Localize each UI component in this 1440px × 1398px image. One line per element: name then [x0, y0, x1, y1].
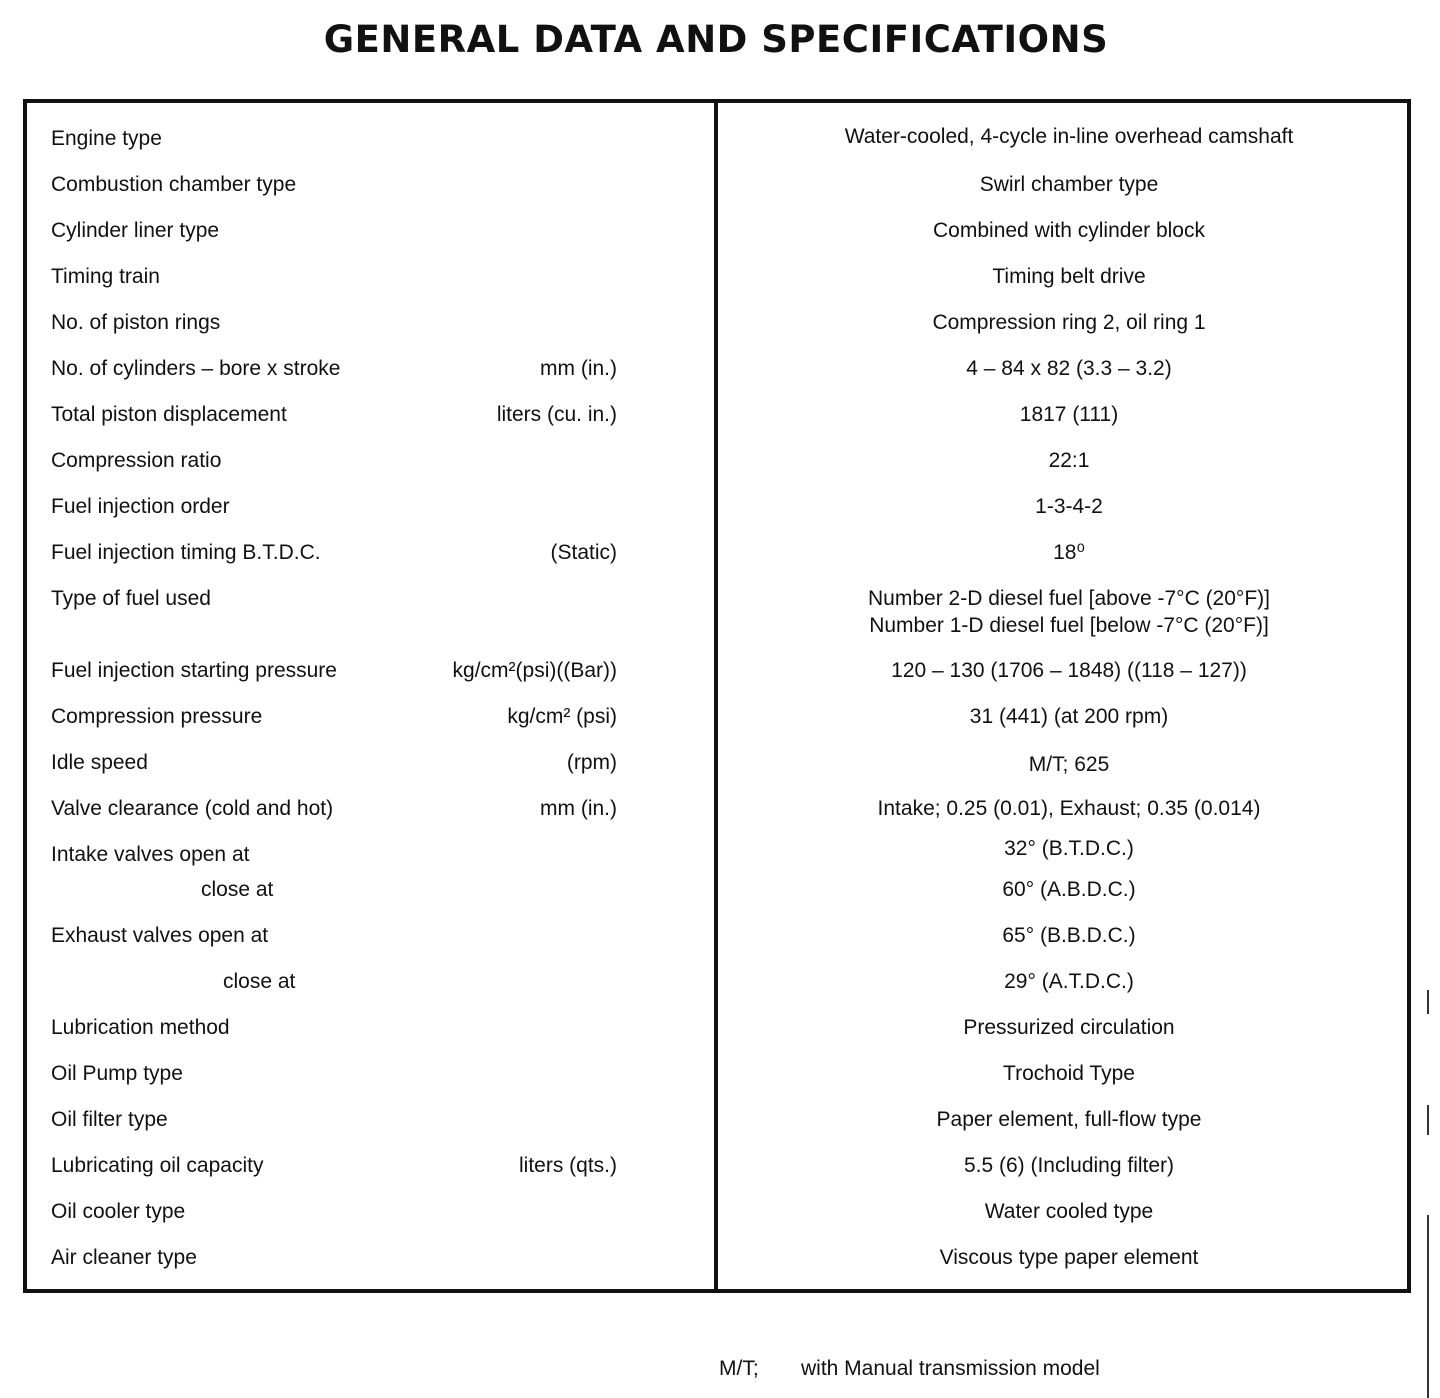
row-label: No. of piston rings — [51, 311, 221, 334]
scan-edge-mark — [1427, 1105, 1429, 1135]
row-value-line2: Number 1-D diesel fuel [below -7°C (20°F)] — [869, 614, 1269, 637]
row-label: Fuel injection order — [51, 495, 230, 518]
footnote — [719, 1357, 1100, 1381]
row-value-line1: Number 2-D diesel fuel [above -7°C (20°F)] — [868, 587, 1270, 610]
row-unit: liters (qts.) — [518, 1154, 617, 1177]
row-value: 32° (B.T.D.C.) — [1004, 837, 1134, 860]
row-label: Compression pressure — [51, 705, 263, 728]
row-label: Type of fuel used — [51, 587, 211, 610]
row-label: Cylinder liner type — [51, 219, 220, 242]
row-value: Combined with cylinder block — [933, 219, 1205, 242]
row-value: 60° (A.B.D.C.) — [1002, 878, 1136, 901]
row-value: 18⁰ — [1053, 541, 1085, 564]
row-label: Lubricating oil capacity — [51, 1154, 264, 1177]
row-unit: (rpm) — [566, 751, 617, 774]
row-value: 65° (B.B.D.C.) — [1002, 924, 1136, 947]
row-label: Engine type — [51, 127, 162, 150]
row-value: Water cooled type — [984, 1200, 1154, 1223]
row-value: Swirl chamber type — [979, 173, 1159, 196]
row-label: Combustion chamber type — [51, 173, 297, 196]
row-unit: (Static) — [550, 541, 617, 564]
row-label: Air cleaner type — [51, 1246, 197, 1269]
row-value: 4 – 84 x 82 (3.3 – 3.2) — [966, 357, 1172, 380]
row-value: 1-3-4-2 — [1035, 495, 1103, 518]
specifications-table — [23, 99, 1411, 1293]
row-value: Timing belt drive — [992, 265, 1146, 288]
row-value: Paper element, full-flow type — [936, 1108, 1202, 1131]
page-title: GENERAL DATA AND SPECIFICATIONS — [323, 18, 1109, 61]
row-label: Fuel injection starting pressure — [51, 659, 337, 682]
row-label: close at — [201, 878, 274, 901]
row-label: Intake valves open at — [51, 843, 250, 866]
row-label: Lubrication method — [51, 1016, 230, 1039]
row-label: Exhaust valves open at — [51, 924, 269, 947]
row-value: Intake; 0.25 (0.01), Exhaust; 0.35 (0.014) — [877, 797, 1261, 820]
row-label: close at — [223, 970, 296, 993]
row-value: Water-cooled, 4-cycle in-line overhead camshaft — [844, 125, 1294, 148]
row-value: 1817 (111) — [1019, 403, 1119, 426]
row-unit: mm (in.) — [540, 797, 617, 820]
row-label: Idle speed — [51, 751, 148, 774]
row-value: Compression ring 2, oil ring 1 — [932, 311, 1206, 334]
footnote-text: with Manual transmission model — [801, 1357, 1100, 1380]
row-unit: kg/cm² (psi) — [507, 705, 617, 728]
row-value: Viscous type paper element — [939, 1246, 1199, 1269]
row-value: Pressurized circulation — [963, 1016, 1175, 1039]
scan-edge-mark — [1427, 990, 1429, 1014]
row-label: Oil cooler type — [51, 1200, 186, 1223]
row-label: Oil Pump type — [51, 1062, 183, 1085]
row-value: 31 (441) (at 200 rpm) — [969, 705, 1169, 728]
row-label: Total piston displacement — [51, 403, 287, 426]
footnote-abbreviation: M/T; — [719, 1357, 759, 1380]
row-unit: liters (cu. in.) — [496, 403, 617, 426]
row-value: 120 – 130 (1706 – 1848) ((118 – 127)) — [891, 659, 1247, 682]
row-label: Fuel injection timing B.T.D.C. — [51, 541, 321, 564]
row-label: Timing train — [51, 265, 160, 288]
row-label: Oil filter type — [51, 1108, 168, 1131]
row-unit: kg/cm²(psi)((Bar)) — [452, 659, 617, 682]
row-label: Compression ratio — [51, 449, 222, 472]
row-value: 22:1 — [1048, 449, 1090, 472]
row-value: 5.5 (6) (Including filter) — [963, 1154, 1175, 1177]
row-label: Valve clearance (cold and hot) — [51, 797, 334, 820]
row-value: 29° (A.T.D.C.) — [1004, 970, 1134, 993]
scan-edge-mark — [1427, 1215, 1429, 1398]
row-value: Trochoid Type — [1003, 1062, 1135, 1085]
row-unit: mm (in.) — [540, 357, 617, 380]
row-value: M/T; 625 — [1028, 753, 1110, 776]
row-label: No. of cylinders – bore x stroke — [51, 357, 341, 380]
